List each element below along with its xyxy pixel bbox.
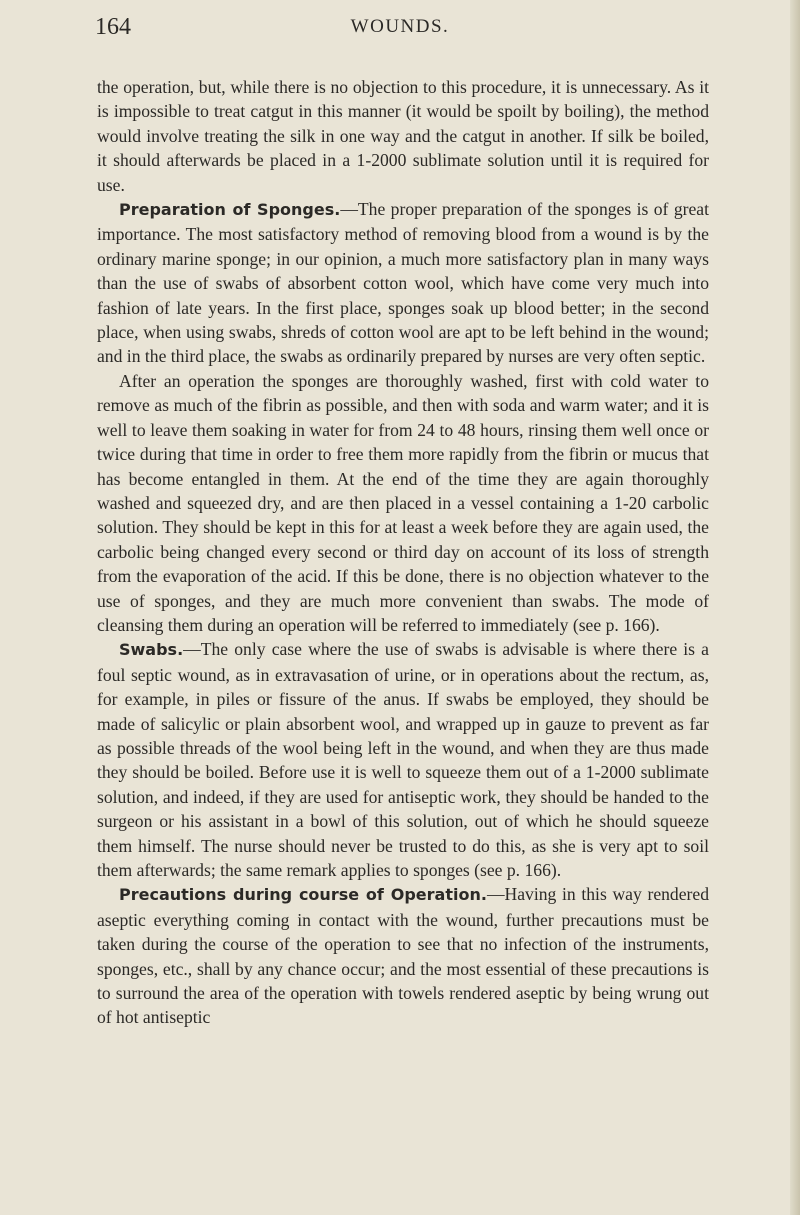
paragraph-3-text: After an operation the sponges are thoroughly washed, first with cold water to remove as much of the fibrin as possible, and then with soda and warm water; and it is well to leave them soaking in water for from 24 to 48 hours, rinsing them well once or twice during that time in order to free them more rapidly from the fibrin or mucus that has become entangled in them. At the end of the time they are again thoroughly washed and squeezed dry, and are then placed in a vessel containing a 1-20 carbolic solution. They should be kept in this for at least a week before they are again used, the carbolic being changed every second or third day on account of its loss of strength from the evaporation of the acid. If this be done, there is no objection whatever to the use of sponges, and they are much more convenient than swabs. The mode of cleansing them during an operation will be referred to immediately (see p. 166). — [97, 370, 709, 635]
page-edge — [790, 0, 800, 1215]
paragraph-swabs — [97, 637, 709, 882]
paragraph-3 — [97, 369, 709, 637]
running-head: WOUNDS. — [350, 16, 450, 37]
paragraph-1-text: the operation, but, while there is no objection to this procedure, it is unnecessary. As it is impossible to treat catgut in this manner (it would be spoilt by boiling), the method would involve treating the silk in one way and the catgut in another. If silk be boiled, it should afterwards be placed in a 1-2000 sublimate solution until it is required for use. — [97, 77, 709, 195]
paragraph-5-text: —Having in this way rendered aseptic everything coming in contact with the wound, further precautions must be taken during the course of the operation to see that no infection of the instruments, sponges, etc., shall by any chance occur; and the most essential of these precautions is to surround the area of the operation with towels rendered aseptic by being wrung out of hot antiseptic — [97, 884, 710, 1028]
paragraph-4-text: —The only case where the use of swabs is advisable is where there is a foul septic wound, as in extravasation of urine, or in operations about the rectum, as, for example, in piles or fissure of the anus. If swabs be employed, they should be made of salicylic or plain absorbent wool, and wrapped up in gauze to prevent as far as possible threads of the wool being left in the wound, and when they are thus made they should be boiled. Before use it is well to squeeze them out of a 1-2000 sublimate solution, and indeed, if they are used for antiseptic work, they should be handed to the surgeon or his assistant in a bowl of this solution, out of which he should squeeze them himself. The nurse should never be trusted to do this, as she is very apt to soil them afterwards; the same remark applies to sponges (see p. 166). — [97, 639, 709, 880]
paragraph-2-text: —The proper preparation of the sponges is of great importance. The most satisfactory method of removing blood from a wound is by the ordinary marine sponge; in our opinion, a much more satisfactory plan in many ways than the use of swabs of absorbent cotton wool, which have come very much into fashion of late years. In the first place, sponges soak up blood better; in the second place, when using swabs, shreds of cotton wool are apt to be left behind in the wound; and in the third place, the swabs as ordinarily prepared by nurses are very often septic. — [97, 199, 709, 367]
section-heading-preparation-of-sponges: Preparation of Sponges. — [119, 200, 341, 220]
section-heading-swabs: Swabs. — [119, 640, 184, 660]
page-number: 164 — [95, 14, 131, 40]
page-header — [0, 10, 800, 50]
paragraph-1 — [97, 75, 709, 197]
body-text — [97, 75, 709, 1030]
paragraph-precautions — [97, 882, 709, 1029]
section-heading-precautions: Precautions during course of Operation. — [119, 885, 487, 905]
paragraph-preparation-of-sponges — [97, 197, 709, 369]
